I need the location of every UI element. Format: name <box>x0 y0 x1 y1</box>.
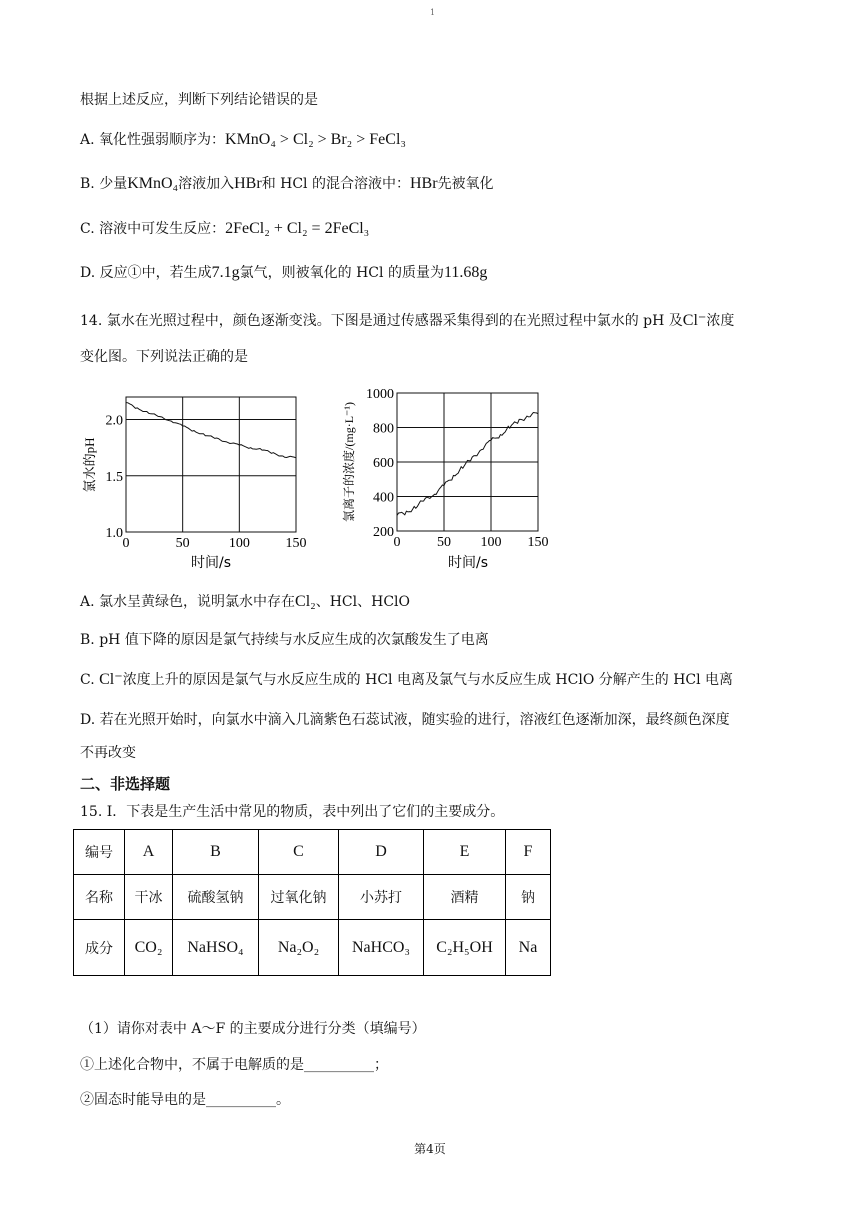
substance-table <box>73 829 551 976</box>
table-cell: C₂H₅OH <box>424 920 506 976</box>
table-row <box>74 830 551 875</box>
table-cell: 编号 <box>74 830 125 875</box>
x-axis-label: 时间/s <box>190 555 232 571</box>
x-tick-label: 50 <box>175 536 190 551</box>
table-cell: B <box>173 830 259 875</box>
y-tick-label: 1.5 <box>105 469 123 485</box>
option-text: C. 溶液中可发生反应： <box>80 221 226 237</box>
option-text: 浓度上升的原因是氯气与水反应生成的 HCl 电离及氯气与水反应生成 HClO 分解产生的 HCl 电离 <box>122 672 734 688</box>
q15-intro: 15. Ⅰ．下表是生产生活中常见的物质，表中列出了它们的主要成分。 <box>80 804 505 820</box>
option-formula: Cl⁻ <box>99 671 123 688</box>
stem-text: 14. 氯水在光照过程中，颜色逐渐变浅。下图是通过传感器采集得到的在光照过程中氯水的 pH 及 <box>80 313 683 329</box>
option-formula: HBr <box>410 175 438 192</box>
table-row <box>74 920 551 976</box>
option-text: C. <box>80 672 95 688</box>
q15-sub1-a: ①上述化合物中，不属于电解质的是__________； <box>80 1057 388 1073</box>
x-axis-label: 时间/s <box>447 555 489 571</box>
plot-frame <box>126 397 296 532</box>
y-tick-label: 1.0 <box>105 526 123 541</box>
x-tick-label: 150 <box>527 535 549 550</box>
x-tick-label: 0 <box>122 536 130 551</box>
option-text: 氯气，则被氧化的 HCl 的质量为 <box>239 265 444 281</box>
q14-option-d-line2: 不再改变 <box>80 745 136 761</box>
table-cell: C <box>259 830 339 875</box>
question-intro: 根据上述反应，判断下列结论错误的是 <box>80 92 318 108</box>
q14-option-c <box>80 670 733 690</box>
ph-chart <box>80 385 320 575</box>
table-cell: CO₂ <box>125 920 173 976</box>
table-cell: 钠 <box>506 875 551 920</box>
table-cell: D <box>339 830 424 875</box>
table-cell: 过氧化钠 <box>259 875 339 920</box>
option-formula: 7.1g <box>211 264 240 281</box>
chloride-chart <box>335 380 555 575</box>
table-cell: 酒精 <box>424 875 506 920</box>
x-tick-label: 0 <box>393 535 401 550</box>
q14-option-a <box>80 592 410 612</box>
option-formula: KMnO₄ <box>127 175 179 192</box>
option-formula: KMnO₄ > Cl₂ > Br₂ > FeCl₃ <box>225 131 406 148</box>
option-formula: Cl₂ <box>295 593 316 610</box>
x-tick-label: 50 <box>437 535 451 550</box>
table-cell: 硫酸氢钠 <box>173 875 259 920</box>
table-cell: 名称 <box>74 875 125 920</box>
q13-option-d <box>80 263 487 283</box>
table-cell: Na <box>506 920 551 976</box>
q14-option-d-line1: D. 若在光照开始时，向氯水中滴入几滴紫色石蕊试液，随实验的进行，溶液红色逐渐加深，最终颜色深度 <box>80 712 730 728</box>
q15-sub1-b: ②固态时能导电的是__________。 <box>80 1092 290 1108</box>
table-cell: NaHCO₃ <box>339 920 424 976</box>
ph-series-line <box>126 403 296 458</box>
option-text: 溶液加入 <box>178 176 235 192</box>
stem-formula: Cl⁻ <box>682 312 707 329</box>
q15-sub1: （1）请你对表中 A～F 的主要成分进行分类（填编号） <box>80 1021 426 1037</box>
table-row <box>74 875 551 920</box>
section-heading: 二、非选择题 <box>80 775 171 793</box>
table-cell: NaHSO₄ <box>173 920 259 976</box>
y-tick-label: 1000 <box>366 387 394 402</box>
table-cell: Na₂O₂ <box>259 920 339 976</box>
q13-option-c <box>80 219 369 239</box>
option-formula: 2FeCl₂ + Cl₂ = 2FeCl₃ <box>225 220 370 237</box>
y-tick-label: 200 <box>373 525 394 540</box>
q13-option-a <box>80 130 406 150</box>
y-axis-label: 氯离子的浓度/(mg·L⁻¹) <box>342 402 356 522</box>
table-cell: F <box>506 830 551 875</box>
y-tick-label: 2.0 <box>105 413 123 429</box>
q14-option-b: B. pH 值下降的原因是氯气持续与水反应生成的次氯酸发生了电离 <box>80 632 489 648</box>
q14-stem-line1 <box>80 311 734 331</box>
x-tick-label: 150 <box>285 536 307 551</box>
x-tick-label: 100 <box>228 536 250 551</box>
stem-text: 浓度 <box>706 313 735 329</box>
option-text: 、HCl、HClO <box>315 594 410 610</box>
table-cell: 小苏打 <box>339 875 424 920</box>
option-text: A. 氧化性强弱顺序为： <box>80 132 226 148</box>
option-text: 和 HCl 的混合溶液中： <box>261 176 410 192</box>
option-formula: 11.68g <box>443 264 488 281</box>
y-tick-label: 400 <box>373 490 394 506</box>
option-text: A. 氯水呈黄绿色，说明氯水中存在 <box>80 594 296 610</box>
x-tick-label: 100 <box>480 535 502 550</box>
option-text: D. 反应①中，若生成 <box>80 265 212 281</box>
q13-option-b <box>80 174 494 194</box>
table-cell: 成分 <box>74 920 125 976</box>
option-text: 先被氧化 <box>437 176 494 192</box>
page-mark: 1 <box>430 8 436 17</box>
y-tick-label: 600 <box>373 456 394 471</box>
q14-stem-line2: 变化图。下列说法正确的是 <box>80 349 248 365</box>
table-cell: 干冰 <box>125 875 173 920</box>
page-footer: 第4页 <box>414 1142 446 1156</box>
option-formula: HBr <box>234 175 262 192</box>
table-cell: A <box>125 830 173 875</box>
table-cell: E <box>424 830 506 875</box>
option-text: B. 少量 <box>80 176 128 192</box>
y-tick-label: 800 <box>373 421 394 437</box>
y-axis-label: 氯水的pH <box>82 437 97 493</box>
